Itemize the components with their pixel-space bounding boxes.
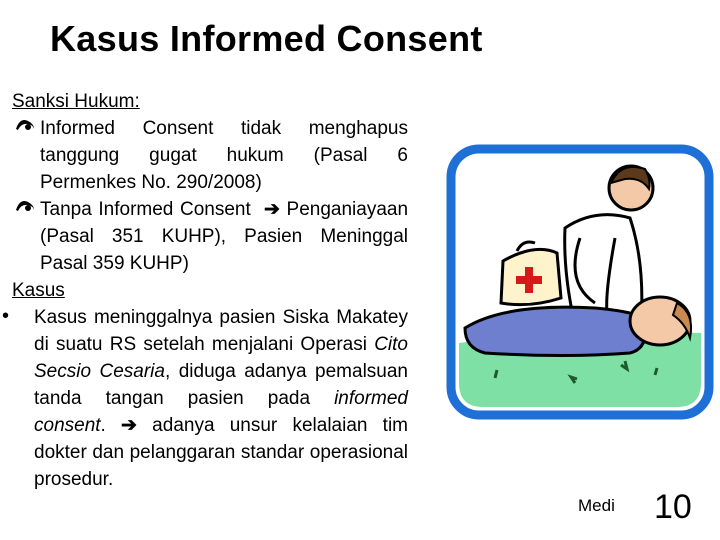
item-text: Tanpa Informed Consent ➔ Penganiayaan (Pasal 351 KUHP), Pasien Meninggal Pasal 359 KUHP) (40, 196, 408, 277)
wingding-bullet-icon (14, 115, 38, 143)
section-heading-sanksi: Sanksi Hukum: (12, 91, 140, 112)
bullet-dot: • (2, 305, 10, 327)
arrow-right-icon: ➔ (263, 199, 280, 220)
page-number: 10 (654, 488, 692, 526)
wingding-bullet-icon (14, 196, 38, 224)
slide-body (2, 88, 409, 493)
list-item (2, 304, 408, 493)
medical-cpr-clipart-icon (445, 143, 715, 423)
footer-label: Medi (578, 496, 615, 515)
case-text: Kasus meninggalnya pasien Siska Makatey di suatu RS setelah menjalani Operasi Cito Secsio Cesaria, diduga adanya pemalsuan tanda tangan pasien pada informed consent. ➔ adanya unsur kelalaian tim dokter dan pelanggaran standar operasional prosedur. (34, 307, 408, 490)
item-text: Informed Consent tidak menghapus tanggung gugat hukum (Pasal 6 Permenkes No. 290/2008) (40, 118, 408, 193)
list-item (12, 196, 408, 277)
list-item (12, 115, 408, 196)
arrow-right-icon: ➔ (121, 415, 137, 436)
slide-title: Kasus Informed Consent (50, 18, 483, 59)
section-heading-kasus: Kasus (12, 280, 65, 301)
